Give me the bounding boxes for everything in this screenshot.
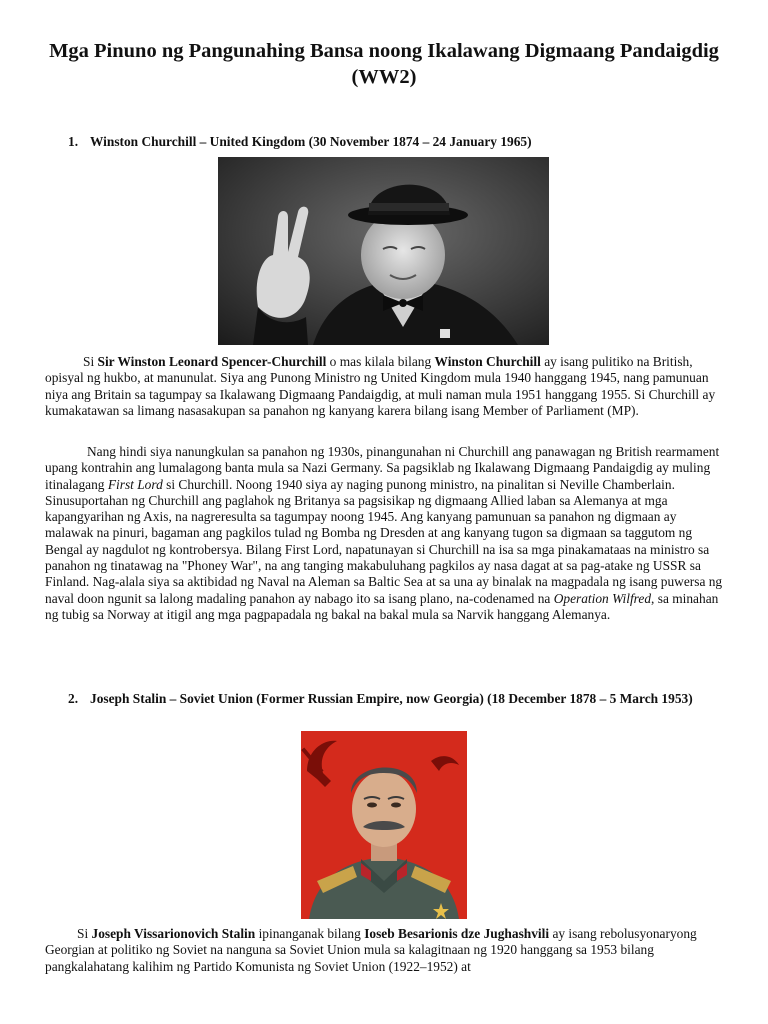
italic-term: First Lord: [107, 476, 163, 492]
paragraph-text: ay isang rebolusyonaryong Georgian at politiko ng Soviet na nanguna sa Soviet Union mula sa kalagitnaan ng 1920 hanggang sa 1953 bilang pangkalahatang kalihim ng Partido Komunista ng Soviet Union (1922–1952) at: [45, 926, 697, 974]
paragraph-text: Si: [77, 926, 92, 941]
churchill-portrait-image: [218, 157, 549, 345]
section-heading-text: Winston Churchill – United Kingdom (30 November 1874 – 24 January 1965): [90, 134, 532, 149]
paragraph-text: o mas kilala bilang: [326, 354, 435, 369]
section-heading-text: Joseph Stalin – Soviet Union (Former Russian Empire, now Georgia) (18 December 1878 – 5 March 1953): [90, 691, 693, 706]
section-number: 1.: [68, 134, 79, 149]
paragraph-text: ipinanganak bilang: [255, 926, 365, 941]
paragraph-text: si Churchill. Noong 1940 siya ay naging punong ministro, na pinalitan si Neville Chamberlain. Sinusuportahan ng Churchill ang paglahok ng Britanya sa pagsisikap ng digmaang Allied laban sa Alemanya at mga kapangyarihan ng Axis, na nagreresulta sa tagumpay noong 1945. Ang kanyang pamunuan sa panahon ng digmaan ay malawak na pinuri, bagaman ang pagkilos tulad ng Bomba ng Dresden at ang kanyang tugon sa digmaan sa taggutom ng Bengal ay nagdulot ng kontrobersya. Bilang First Lord, napatunayan si Churchill na isa sa mga pinakamataas na ministro sa panahon ng tinatawag na "Phoney War", na ang tanging makabuluhang pagkilos ay nasa dagat at sa pag-atake ng USSR sa Finland. Nag-alala siya sa aktibidad ng Naval na Aleman sa Baltic Sea at sa una ay binalak na magpadala ng isang puwersa ng naval doon ngunit sa lalong madaling panahon ay nabago ito sa isang plano, na-codenamed na: [45, 476, 723, 606]
paragraph-churchill-2: [45, 444, 725, 623]
bold-name: Ioseb Besarionis dze Jughashvili: [364, 926, 550, 941]
churchill-photo: [218, 157, 549, 345]
paragraph-text: Si: [83, 354, 98, 369]
paragraph-stalin-1: [45, 926, 725, 975]
bold-name: Sir Winston Leonard Spencer-Churchill: [97, 354, 327, 369]
bold-name: Winston Churchill: [434, 354, 541, 369]
bold-name: Joseph Vissarionovich Stalin: [91, 926, 256, 941]
section-number: 2.: [68, 691, 79, 706]
page-title: Mga Pinuno ng Pangunahing Bansa noong Ikalawang Digmaang Pandaigdig (WW2): [49, 40, 719, 88]
stalin-photo: [301, 731, 467, 919]
paragraph-text: ay isang pulitiko na British, opisyal ng hukbo, at manunulat. Siya ang Punong Ministro ng United Kingdom mula 1940 hanggang 1945, nang pamunuan niya ang Britain sa tagumpay sa Ikalawang Digmaang Pandaigdig, at muli naman mula 1951 hanggang 1955. Si Churchill ay kumakatawan sa limang nasasakupan sa panahon ng kanyang karera bilang isang Member of Parliament (MP).: [45, 354, 716, 418]
paragraph-text: , sa minahan ng tubig sa Norway at itigil ang mga pagpapadala ng bakal na bakal mula sa Narvik hanggang Alemanya.: [45, 590, 719, 622]
paragraph-text: Nang hindi siya nanungkulan sa panahon ng 1930s, pinangunahan ni Churchill ang panawagan ng British rearmament upang kontrahin ang lumalagong banta mula sa Nazi Germany. Sa pagsiklab ng Ikalawang Digmaang Pandaigdig ay muling itinalagang: [45, 444, 720, 492]
section-heading-stalin: [68, 690, 708, 707]
stalin-portrait-image: [301, 731, 467, 919]
italic-term: Operation Wilfred: [553, 590, 652, 606]
section-heading-churchill: [68, 133, 708, 150]
paragraph-churchill-1: [45, 354, 725, 419]
